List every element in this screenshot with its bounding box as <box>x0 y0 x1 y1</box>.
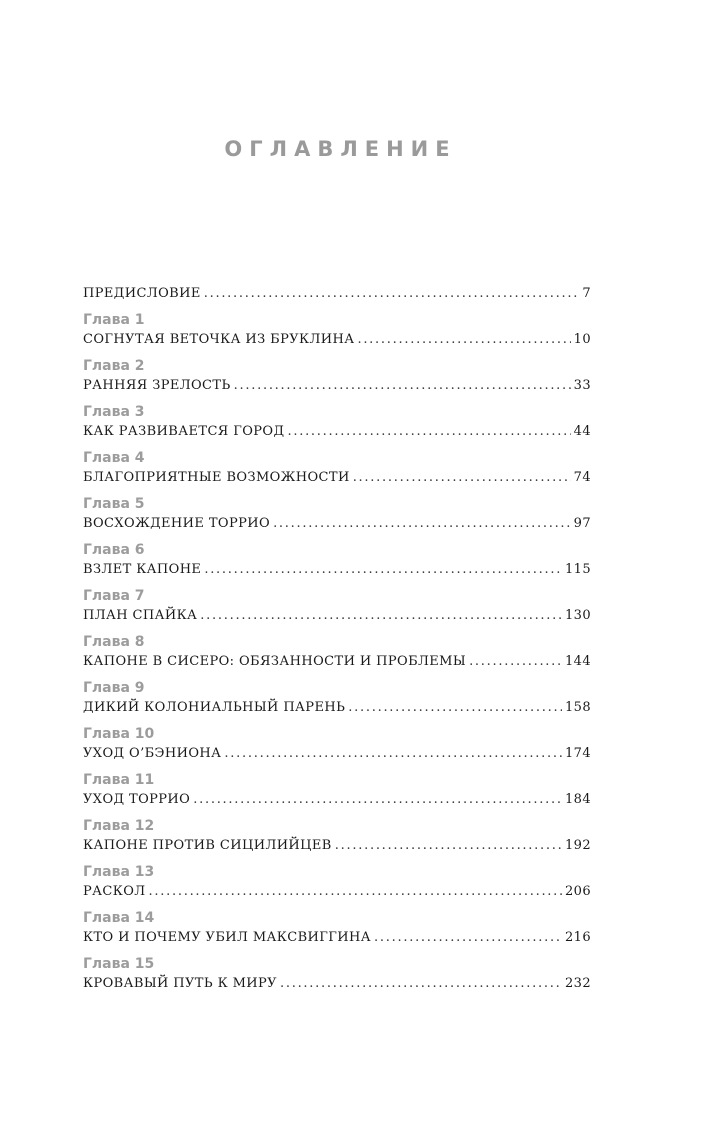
toc-title: КАПОНЕ В СИСЕРО: ОБЯЗАННОСТИ И ПРОБЛЕМЫ <box>83 654 467 669</box>
page-number: 74 <box>573 470 591 485</box>
dot-leader <box>357 330 570 349</box>
chapter-label: Глава 15 <box>83 956 155 972</box>
chapter-label: Глава 7 <box>83 588 145 604</box>
toc-title: СОГНУТАЯ ВЕТОЧКА ИЗ БРУКЛИНА <box>83 332 355 347</box>
page-number: 184 <box>564 792 591 807</box>
dot-leader <box>374 928 562 947</box>
chapter-label: Глава 3 <box>83 404 145 420</box>
page-number: 144 <box>564 654 591 669</box>
dot-leader <box>204 284 580 303</box>
chapter-label: Глава 4 <box>83 450 145 466</box>
page-number: 232 <box>564 976 591 991</box>
dot-leader <box>193 790 562 809</box>
toc-line <box>83 284 591 303</box>
dot-leader <box>204 560 562 579</box>
page-number: 174 <box>564 746 591 761</box>
toc-entry-chapter-14[interactable] <box>83 909 591 947</box>
toc-line <box>83 560 591 579</box>
toc-line <box>83 606 591 625</box>
page-number: 115 <box>564 562 591 577</box>
toc-title: ПЛАН СПАЙКА <box>83 608 198 623</box>
dot-leader <box>353 468 571 487</box>
toc-title: УХОД ТОРРИО <box>83 792 191 807</box>
page-number: 7 <box>582 286 591 301</box>
toc-entry-chapter-13[interactable] <box>83 863 591 901</box>
chapter-label: Глава 1 <box>83 312 145 328</box>
page-number: 33 <box>573 378 591 393</box>
toc-line <box>83 376 591 395</box>
page-number: 97 <box>573 516 591 531</box>
toc-title: РАСКОЛ <box>83 884 146 899</box>
toc-entry-chapter-10[interactable] <box>83 725 591 763</box>
page-title: ОГЛАВЛЕНИЕ <box>224 137 457 161</box>
chapter-label: Глава 13 <box>83 864 155 880</box>
dot-leader <box>280 974 562 993</box>
toc-line <box>83 882 591 901</box>
page-number: 192 <box>564 838 591 853</box>
page-number: 130 <box>564 608 591 623</box>
toc-line <box>83 790 591 809</box>
toc-line <box>83 928 591 947</box>
page-number: 206 <box>564 884 591 899</box>
toc-entry-chapter-1[interactable] <box>83 311 591 349</box>
dot-leader <box>287 422 570 441</box>
toc-line <box>83 698 591 717</box>
toc-entry-chapter-3[interactable] <box>83 403 591 441</box>
toc-entry-chapter-9[interactable] <box>83 679 591 717</box>
dot-leader <box>200 606 562 625</box>
toc-title: КАК РАЗВИВАЕТСЯ ГОРОД <box>83 424 285 439</box>
dot-leader <box>273 514 571 533</box>
chapter-label: Глава 12 <box>83 818 155 834</box>
toc-title: УХОД О’БЭНИОНА <box>83 746 222 761</box>
dot-leader <box>234 376 571 395</box>
table-of-contents <box>83 284 591 993</box>
toc-title: РАННЯЯ ЗРЕЛОСТЬ <box>83 378 231 393</box>
chapter-label: Глава 11 <box>83 772 155 788</box>
toc-title: ВОСХОЖДЕНИЕ ТОРРИО <box>83 516 271 531</box>
toc-title: КРОВАВЫЙ ПУТЬ К МИРУ <box>83 976 277 991</box>
toc-entry-chapter-4[interactable] <box>83 449 591 487</box>
chapter-label: Глава 9 <box>83 680 145 696</box>
toc-title: БЛАГОПРИЯТНЫЕ ВОЗМОЖНОСТИ <box>83 470 350 485</box>
dot-leader <box>149 882 562 901</box>
toc-entry-chapter-11[interactable] <box>83 771 591 809</box>
chapter-label: Глава 2 <box>83 358 145 374</box>
chapter-label: Глава 10 <box>83 726 155 742</box>
toc-title: КТО И ПОЧЕМУ УБИЛ МАКСВИГГИНА <box>83 930 372 945</box>
toc-entry-chapter-6[interactable] <box>83 541 591 579</box>
chapter-label: Глава 6 <box>83 542 145 558</box>
toc-line <box>83 652 591 671</box>
toc-title: КАПОНЕ ПРОТИВ СИЦИЛИЙЦЕВ <box>83 838 332 853</box>
toc-line <box>83 514 591 533</box>
chapter-label: Глава 5 <box>83 496 145 512</box>
page-number: 44 <box>573 424 591 439</box>
dot-leader <box>335 836 562 855</box>
chapter-label: Глава 8 <box>83 634 145 650</box>
page-number: 216 <box>564 930 591 945</box>
dot-leader <box>224 744 562 763</box>
toc-line <box>83 468 591 487</box>
toc-entry-chapter-5[interactable] <box>83 495 591 533</box>
page-number: 158 <box>564 700 591 715</box>
toc-title: ДИКИЙ КОЛОНИАЛЬНЫЙ ПАРЕНЬ <box>83 700 346 715</box>
toc-line <box>83 330 591 349</box>
dot-leader <box>469 652 562 671</box>
dot-leader <box>348 698 562 717</box>
toc-entry-chapter-7[interactable] <box>83 587 591 625</box>
page-number: 10 <box>573 332 591 347</box>
toc-entry-preface[interactable] <box>83 284 591 303</box>
toc-line <box>83 744 591 763</box>
toc-line <box>83 974 591 993</box>
toc-line <box>83 422 591 441</box>
toc-entry-chapter-12[interactable] <box>83 817 591 855</box>
toc-title: ВЗЛЕТ КАПОНЕ <box>83 562 202 577</box>
chapter-label: Глава 14 <box>83 910 155 926</box>
toc-line <box>83 836 591 855</box>
toc-entry-chapter-2[interactable] <box>83 357 591 395</box>
toc-title: ПРЕДИСЛОВИЕ <box>83 286 201 301</box>
toc-entry-chapter-8[interactable] <box>83 633 591 671</box>
toc-entry-chapter-15[interactable] <box>83 955 591 993</box>
